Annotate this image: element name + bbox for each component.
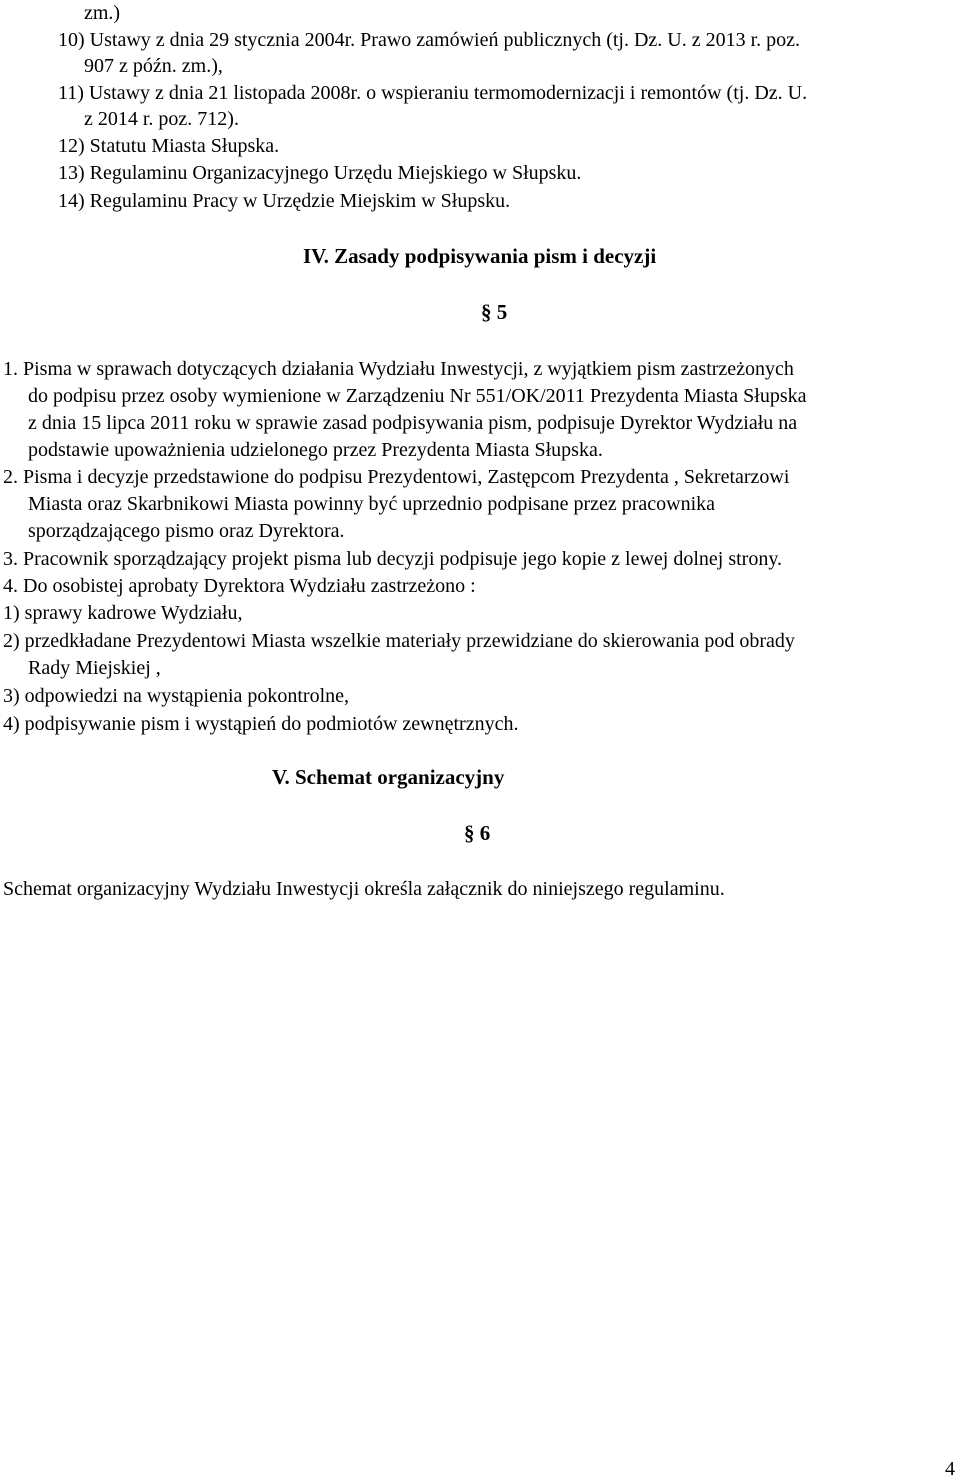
section-heading: IV. Zasady podpisywania pism i decyzji: [303, 244, 657, 268]
body-line: 2. Pisma i decyzje przedstawione do podpisu Prezydentowi, Zastępcom Prezydenta , Sekretarzowi: [3, 466, 790, 488]
body-line: Rady Miejskiej ,: [28, 657, 161, 679]
body-line: 2) przedkładane Prezydentowi Miasta wszelkie materiały przewidziane do skierowania pod obrady: [3, 630, 795, 652]
list-item: 907 z późn. zm.),: [84, 55, 223, 77]
list-item: 11) Ustawy z dnia 21 listopada 2008r. o wspieraniu termomodernizacji i remontów (tj. Dz. U.: [58, 82, 808, 104]
body-line: sporządzającego pismo oraz Dyrektora.: [28, 520, 345, 542]
body-line: 4. Do osobistej aprobaty Dyrektora Wydziału zastrzeżono :: [3, 575, 476, 597]
paragraph-symbol: § 6: [464, 821, 491, 845]
list-item: 14) Regulaminu Pracy w Urzędzie Miejskim w Słupsku.: [58, 190, 511, 212]
list-item: 10) Ustawy z dnia 29 stycznia 2004r. Prawo zamówień publicznych (tj. Dz. U. z 2013 r. poz.: [58, 29, 801, 51]
body-line: z dnia 15 lipca 2011 roku w sprawie zasad podpisywania pism, podpisuje Dyrektor Wydziału na: [28, 412, 798, 434]
body-line: 3. Pracownik sporządzający projekt pisma lub decyzji podpisuje jego kopie z lewej dolnej strony.: [3, 548, 783, 570]
list-item: 12) Statutu Miasta Słupska.: [58, 135, 280, 157]
page-number: 4: [945, 1458, 955, 1480]
list-item: 13) Regulaminu Organizacyjnego Urzędu Miejskiego w Słupsku.: [58, 162, 582, 184]
list-item: z 2014 r. poz. 712).: [84, 108, 239, 130]
list-item: zm.): [84, 2, 121, 24]
body-line: 4) podpisywanie pism i wystąpień do podmiotów zewnętrznych.: [3, 713, 519, 735]
paragraph-symbol: § 5: [481, 300, 508, 324]
body-line: 1. Pisma w sprawach dotyczących działania Wydziału Inwestycji, z wyjątkiem pism zastrzeżonych: [3, 358, 794, 380]
body-line: 3) odpowiedzi na wystąpienia pokontrolne,: [3, 685, 350, 707]
body-line: Miasta oraz Skarbnikowi Miasta powinny być uprzednio podpisane przez pracownika: [28, 493, 716, 515]
body-line: 1) sprawy kadrowe Wydziału,: [3, 602, 243, 624]
body-line: do podpisu przez osoby wymienione w Zarządzeniu Nr 551/OK/2011 Prezydenta Miasta Słupska: [28, 385, 807, 407]
body-line: Schemat organizacyjny Wydziału Inwestycji określa załącznik do niniejszego regulaminu.: [3, 878, 725, 900]
body-line: podstawie upoważnienia udzielonego przez Prezydenta Miasta Słupska.: [28, 439, 603, 461]
section-heading: V. Schemat organizacyjny: [272, 765, 505, 789]
